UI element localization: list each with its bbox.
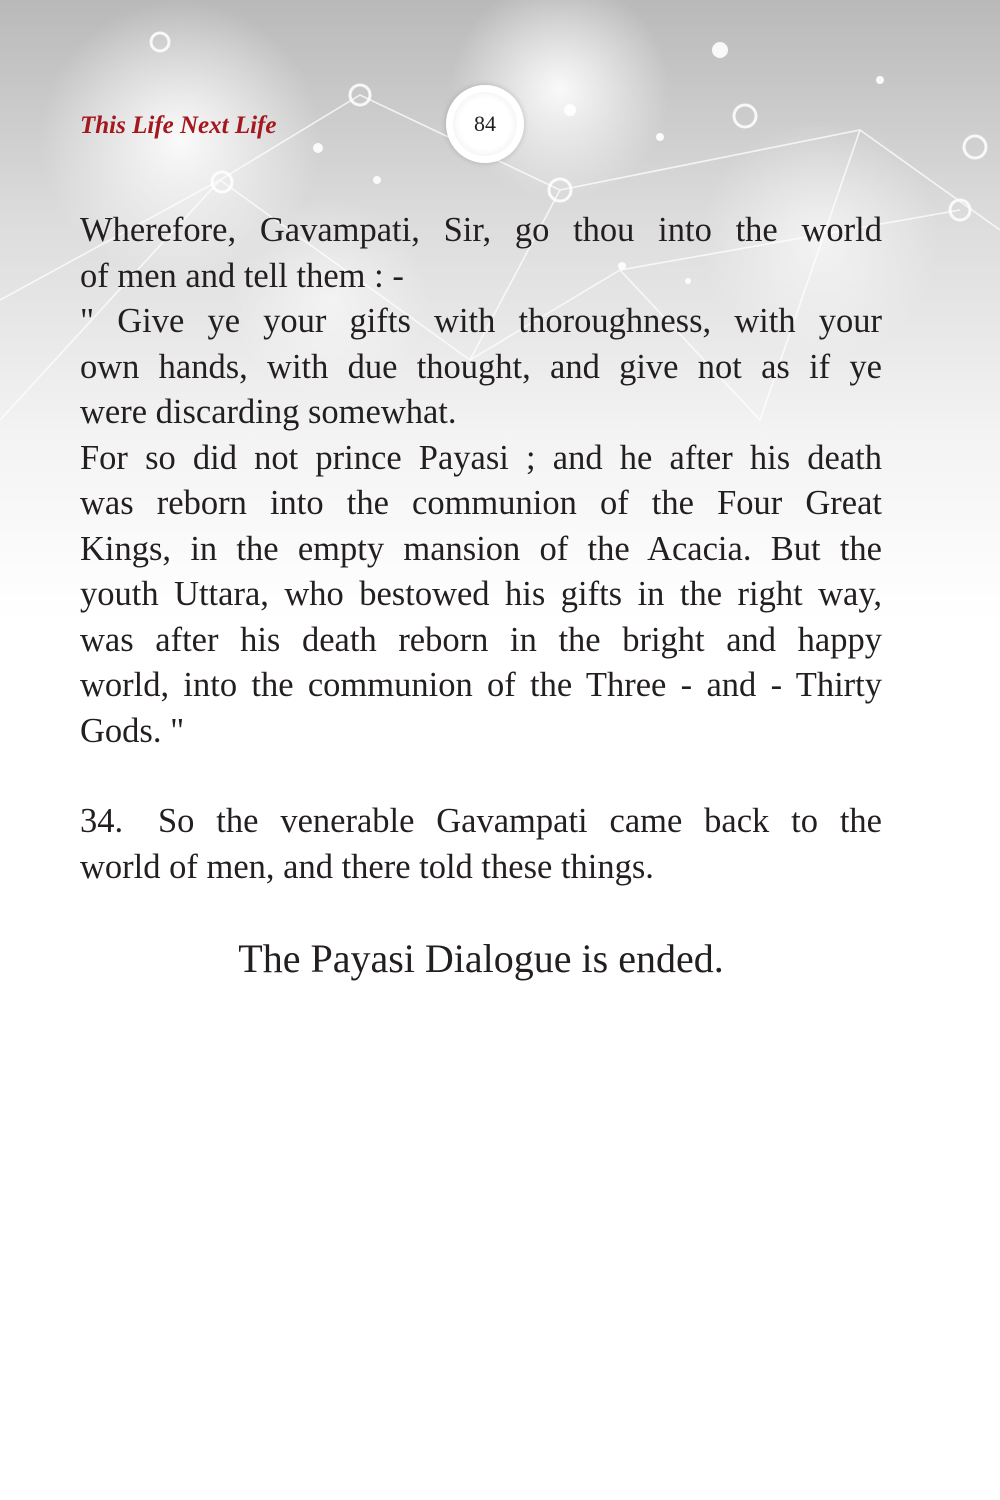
paragraph-gap [80,754,882,799]
text-line: Kings, in the empty mansion of the Acacia. But the [80,529,882,568]
text-line: world, into the communion of the Three - and - Thirty [80,666,882,704]
text-line [80,799,882,845]
paragraph-2 [80,299,882,436]
text-line: Wherefore, Gavampati, Sir, go thou into the world [80,211,882,249]
paragraph-3 [80,436,882,755]
section-34-first-line: So the venerable Gavampati came back to the [158,802,882,840]
text-line: Gods. " [80,711,185,750]
text-line: was after his death reborn in the bright and happy [80,620,882,659]
closing-line: The Payasi Dialogue is ended. [238,936,724,981]
text-line: world of men, and there told these things. [80,847,654,886]
paragraph-section-34 [80,799,882,890]
text-line: was reborn into the communion of the Four Great [80,484,882,522]
page-number-badge [446,85,524,163]
text-line: For so did not prince Payasi ; and he after his death [80,438,882,477]
text-line: youth Uttara, who bestowed his gifts in the right way, [80,575,882,613]
page-number: 84 [474,111,496,136]
section-number: 34. [80,802,124,840]
text-line: own hands, with due thought, and give not as if ye [80,347,882,386]
text-line: of men and tell them : - [80,256,404,295]
text-line: " Give ye your gifts with thoroughness, with your [80,302,882,340]
paragraph-1 [80,208,882,299]
running-title: This Life Next Life [80,112,277,139]
body-text [80,208,882,890]
text-line: were discarding somewhat. [80,393,457,431]
